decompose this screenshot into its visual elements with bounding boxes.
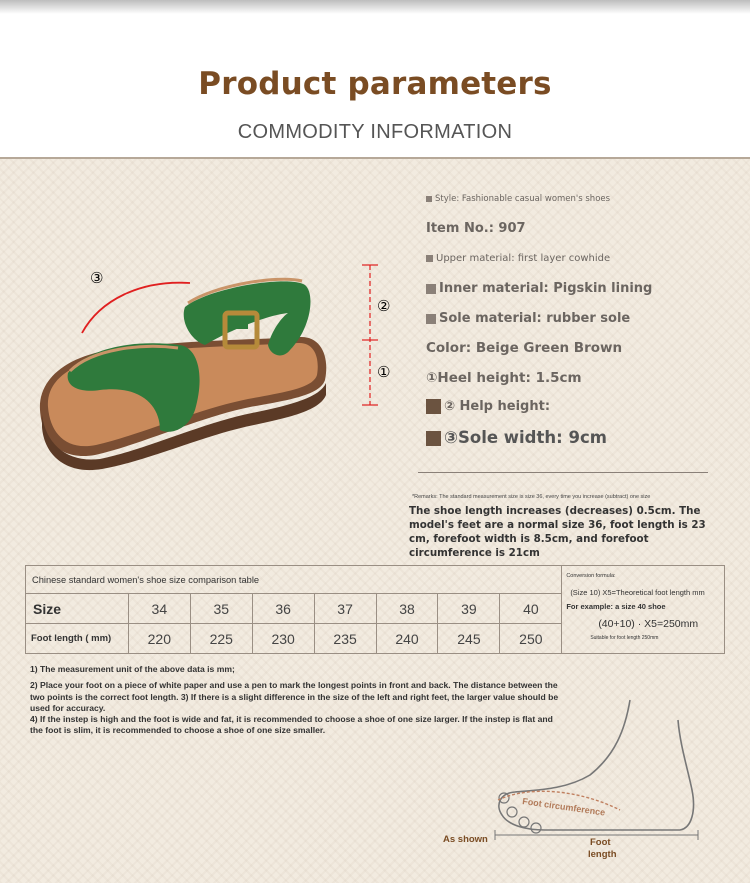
foot-length-cell: 245: [438, 624, 500, 654]
size-cell: 37: [314, 594, 376, 624]
spec-style-text: Style: Fashionable casual women's shoes: [435, 194, 611, 204]
size-label: Size: [26, 594, 129, 624]
conversion-formula: (Size 10) X5=Theoretical foot length mm: [570, 588, 705, 597]
conversion-example-calc: (40+10) · X5=250mm: [598, 618, 699, 630]
foot-length-cell: 240: [376, 624, 438, 654]
page-subtitle: COMMODITY INFORMATION: [237, 121, 513, 143]
sandal-illustration: [20, 245, 410, 475]
spec-upper-text: Upper material: first layer cowhide: [436, 253, 611, 264]
remark-small: *Remarks: The standard measurement size is size 36, every time you increase (subtract) one size: [412, 494, 651, 500]
as-shown-label: As shown: [443, 834, 488, 845]
spec-sole-width-text: ③Sole width: 9cm: [444, 428, 607, 447]
spec-help-text: ② Help height:: [444, 399, 551, 414]
spec-help: [426, 399, 550, 414]
size-cell: 40: [500, 594, 562, 624]
marker-1: ①: [377, 363, 391, 381]
marker-2: ②: [377, 297, 391, 315]
remark-bold: The shoe length increases (decreases) 0.5cm. The model's feet are a normal size 36, foot length is 23 cm, forefoot width is 8.5cm, and forefoot circumference is 21cm: [409, 505, 706, 559]
foot-length-label: Foot length ( mm): [26, 624, 129, 654]
shoe-image: [20, 245, 410, 475]
spec-inner-text: Inner material: Pigskin lining: [439, 281, 653, 296]
conversion-title: Conversion formula:: [566, 573, 616, 579]
spec-sole-text: Sole material: rubber sole: [439, 311, 631, 326]
size-comparison-table: [25, 565, 725, 654]
note-3: 4) If the instep is high and the foot is wide and fat, it is recommended to choose a shoe of one size larger. If the instep is flat and the foot is slim, it is recommended to choose a shoe of one size smaller.: [30, 714, 553, 736]
size-cell: 35: [190, 594, 252, 624]
foot-diagram: [440, 690, 710, 870]
foot-length-cell: 225: [190, 624, 252, 654]
spec-style: [426, 194, 610, 204]
foot-circumference-label: Foot circumference: [521, 796, 606, 818]
note-2: 2) Place your foot on a piece of white paper and use a pen to mark the longest points in front and back. The distance between the two points is the correct foot length. 3) If there is a slight difference in the size of the left and right feet, the larger value should be used for accuracy.: [30, 680, 559, 713]
conversion-suitable: Suitable for foot length 250mm: [590, 635, 659, 641]
size-cell: 38: [376, 594, 438, 624]
spec-upper: [426, 253, 610, 264]
foot-sketch: [440, 690, 710, 870]
foot-length-cell: 250: [500, 624, 562, 654]
size-cell: 39: [438, 594, 500, 624]
foot-length-diagram-label: Foot length: [588, 837, 617, 860]
header: [0, 0, 750, 158]
conversion-formula-cell: [562, 566, 725, 654]
spec-color: Color: Beige Green Brown: [426, 340, 623, 356]
conversion-example: For example: a size 40 shoe: [566, 602, 666, 611]
spec-sole: [426, 311, 630, 326]
spec-inner: [426, 281, 652, 296]
spec-divider: [418, 472, 708, 473]
page-title: Product parameters: [198, 66, 552, 102]
foot-length-cell: 230: [252, 624, 314, 654]
foot-length-cell: 235: [314, 624, 376, 654]
note-1: 1) The measurement unit of the above data is mm;: [30, 664, 235, 674]
spec-item-no: Item No.: 907: [426, 221, 526, 236]
spec-heel: ①Heel height: 1.5cm: [426, 370, 582, 386]
size-cell: 34: [128, 594, 190, 624]
spec-sole-width: [426, 428, 607, 447]
marker-3: ③: [90, 269, 104, 287]
foot-length-cell: 220: [128, 624, 190, 654]
size-cell: 36: [252, 594, 314, 624]
table-caption: Chinese standard women's shoe size comparison table: [26, 566, 562, 594]
